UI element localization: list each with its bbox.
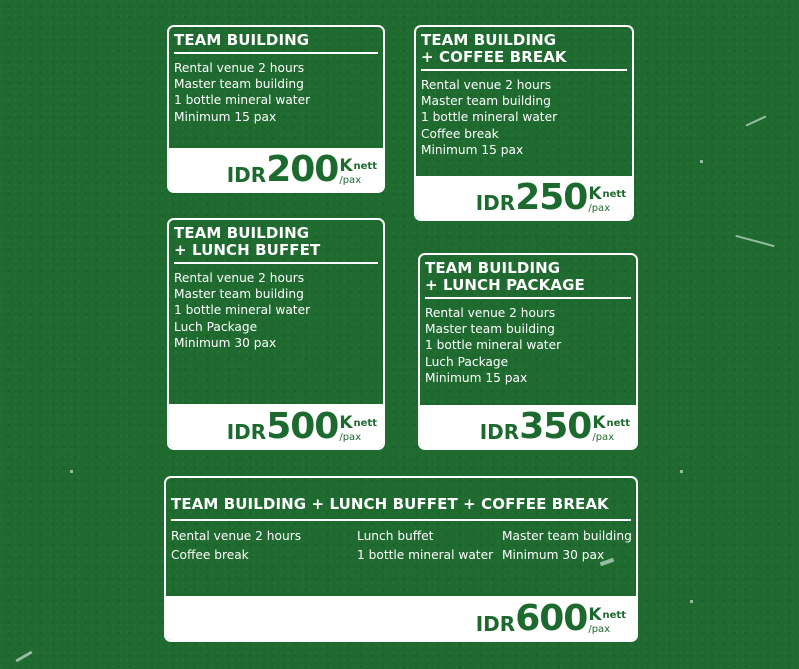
feature-item: Master team building bbox=[174, 77, 304, 92]
feature-item: Lunch buffet bbox=[357, 529, 434, 543]
feature-item: Minimum 15 pax bbox=[174, 109, 277, 124]
feature-item: Rental venue 2 hours bbox=[174, 271, 305, 285]
package-title: TEAM BUILDING + COFFEE BREAK bbox=[421, 31, 567, 66]
paint-speck bbox=[70, 470, 73, 473]
price-amount: 350 bbox=[519, 406, 592, 447]
price-unit: K bbox=[588, 605, 602, 625]
feature-item: Master team building bbox=[174, 287, 304, 302]
price-per: /pax bbox=[588, 203, 611, 214]
feature-item: Master team building bbox=[502, 529, 632, 543]
price-unit: K bbox=[339, 413, 353, 433]
package-card-lunch-package bbox=[418, 253, 638, 450]
feature-item: Coffee break bbox=[421, 126, 499, 141]
price-per: /pax bbox=[339, 432, 362, 443]
feature-list bbox=[166, 527, 636, 565]
feature-item: Rental venue 2 hours bbox=[174, 61, 305, 75]
price-amount: 500 bbox=[266, 406, 339, 447]
package-card-lunch-buffet bbox=[167, 218, 385, 450]
price-amount: 600 bbox=[515, 598, 588, 639]
price-nett: nett bbox=[602, 610, 626, 621]
price-per: /pax bbox=[339, 175, 362, 186]
price-currency: IDR bbox=[479, 420, 520, 444]
price-per: /pax bbox=[588, 624, 611, 635]
title-divider bbox=[174, 262, 378, 264]
price-currency: IDR bbox=[475, 191, 516, 215]
price-nett: nett bbox=[353, 161, 377, 172]
price-tag bbox=[166, 596, 636, 640]
paint-speck bbox=[700, 160, 703, 163]
feature-item: Minimum 15 pax bbox=[425, 370, 528, 385]
price-nett: nett bbox=[606, 418, 630, 429]
feature-item: Minimum 30 pax bbox=[174, 335, 277, 350]
title-divider bbox=[171, 519, 631, 521]
package-title: TEAM BUILDING + LUNCH BUFFET bbox=[174, 224, 321, 259]
price-tag bbox=[169, 148, 383, 191]
package-card-coffee-break bbox=[414, 25, 634, 221]
price-currency: IDR bbox=[226, 163, 267, 187]
price-amount: 200 bbox=[266, 149, 339, 190]
feature-item: 1 bottle mineral water bbox=[174, 93, 311, 108]
price-unit: K bbox=[588, 184, 602, 204]
price-currency: IDR bbox=[226, 420, 267, 444]
feature-list bbox=[169, 60, 383, 125]
package-card-full bbox=[164, 476, 638, 642]
title-divider bbox=[421, 69, 627, 71]
price-currency: IDR bbox=[475, 612, 516, 636]
price-unit: K bbox=[592, 413, 606, 433]
feature-list bbox=[420, 305, 636, 386]
paint-speck bbox=[735, 235, 774, 247]
package-title: TEAM BUILDING bbox=[174, 31, 310, 49]
package-card-team-building bbox=[167, 25, 385, 193]
price-nett: nett bbox=[602, 189, 626, 200]
feature-item: Rental venue 2 hours bbox=[421, 78, 552, 92]
price-tag bbox=[169, 404, 383, 448]
paint-speck bbox=[15, 651, 32, 663]
feature-item: Minimum 15 pax bbox=[421, 142, 524, 157]
paint-speck bbox=[746, 115, 767, 126]
paint-speck bbox=[680, 470, 683, 473]
price-tag bbox=[420, 405, 636, 448]
package-title: TEAM BUILDING + LUNCH BUFFET + COFFEE BREAK bbox=[171, 495, 609, 513]
price-amount: 250 bbox=[515, 177, 588, 218]
feature-item: 1 bottle mineral water bbox=[174, 303, 311, 318]
feature-list bbox=[416, 77, 632, 158]
feature-item: Master team building bbox=[425, 322, 555, 337]
feature-item: Rental venue 2 hours bbox=[425, 306, 556, 320]
feature-item: 1 bottle mineral water bbox=[421, 110, 558, 125]
feature-item: 1 bottle mineral water bbox=[357, 548, 494, 562]
feature-item: Luch Package bbox=[174, 319, 258, 334]
price-nett: nett bbox=[353, 418, 377, 429]
feature-item: Rental venue 2 hours bbox=[171, 529, 302, 543]
paint-speck bbox=[690, 600, 693, 603]
feature-list bbox=[169, 270, 383, 351]
title-divider bbox=[174, 52, 378, 54]
feature-item: 1 bottle mineral water bbox=[425, 338, 562, 353]
price-per: /pax bbox=[592, 432, 615, 443]
feature-item: Minimum 30 pax bbox=[502, 548, 605, 562]
feature-item: Luch Package bbox=[425, 354, 509, 369]
title-divider bbox=[425, 297, 631, 299]
price-tag bbox=[416, 176, 632, 219]
package-title: TEAM BUILDING + LUNCH PACKAGE bbox=[425, 259, 585, 294]
price-unit: K bbox=[339, 156, 353, 176]
feature-item: Master team building bbox=[421, 94, 551, 109]
feature-item: Coffee break bbox=[171, 548, 249, 562]
